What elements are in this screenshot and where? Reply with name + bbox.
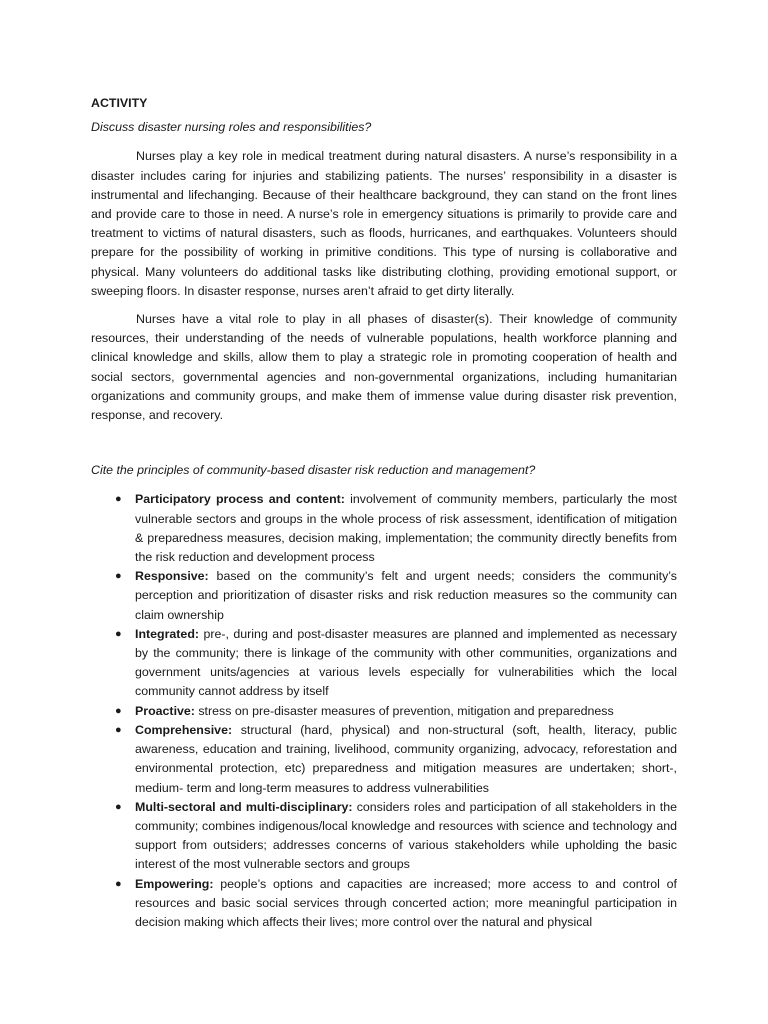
list-item [91,798,677,875]
bullet-icon: ● [115,627,122,640]
principle-text: pre-, during and post-disaster measures are planned and implemented as necessary by the community; there is linkage of the community with other communities, organizations and government units/agencies at various levels especially for vulnerabilities which the local community cannot address by itself [135,626,677,699]
bullet-icon: ● [115,704,122,717]
principle-term: Multi-sectoral and multi-disciplinary: [135,799,353,814]
list-item [91,625,677,702]
question-2: Cite the principles of community-based disaster risk reduction and management? [91,463,536,478]
bullet-icon: ● [115,723,122,736]
principle-text: involvement of community members, particularly the most vulnerable sectors and groups in the whole process of risk assessment, identification of mitigation & preparedness measures, decision making, implementation; the community directly benefits from the risk reduction and development process [135,492,677,565]
principle-term: Proactive: [135,703,195,718]
principle-text: based on the community’s felt and urgent needs; considers the community’s perception and prioritization of disaster risks and risk reduction measures so the community can claim ownership [135,569,677,622]
paragraph-1: Nurses play a key role in medical treatment during natural disasters. A nurse’s responsibility in a disaster includes caring for injuries and stabilizing patients. The nurses’ responsibility in a disaster is instrumental and lifechanging. Because of their healthcare background, they can stand on the front lines and provide care to those in need. A nurse’s role in emergency situations is primarily to provide care and treatment to victims of natural disasters, such as floods, hurricanes, and earthquakes. Volunteers should prepare for the possibility of working in primitive conditions. This type of nursing is collaborative and physical. Many volunteers do additional tasks like distributing clothing, providing emotional support, or sweeping floors. In disaster response, nurses aren’t afraid to get dirty literally. [91,149,677,298]
principle-text: structural (hard, physical) and non-structural (soft, health, literacy, public awareness, education and training, livelihood, community organizing, advocacy, reforestation and environmental protection, etc) preparedness and mitigation measures are undertaken; short-, medium- term and long-term measures to address vulnerabilities [135,722,677,795]
bullet-icon: ● [115,800,122,813]
question-1: Discuss disaster nursing roles and responsibilities? [91,120,372,135]
principle-text: people’s options and capacities are increased; more access to and control of resources and basic social services through concerted action; more meaningful participation in decision making which affects their lives; more control over the natural and physical [135,876,677,929]
list-item [91,702,677,721]
principle-term: Responsive: [135,569,209,584]
list-item [91,567,677,625]
principle-text: stress on pre-disaster measures of prevention, mitigation and preparedness [194,703,614,718]
section-spacer [91,434,677,453]
bullet-icon: ● [115,493,122,506]
list-item [91,721,677,798]
bullet-icon: ● [115,877,122,890]
principle-term: Empowering: [135,876,214,891]
document-page [91,94,677,932]
bullet-icon: ● [115,570,122,583]
principle-text: considers roles and participation of all stakeholders in the community; combines indigenous/local knowledge and resources with science and technology and support from outsiders; addresses concerns of various stakeholders while upholding the basic interest of the most vulnerable sectors and groups [135,799,677,872]
principle-term: Integrated: [135,626,200,641]
list-item [91,490,677,567]
principle-term: Comprehensive: [135,722,233,737]
principle-term: Participatory process and content: [135,492,345,507]
list-item [91,875,677,933]
paragraph-2: Nurses have a vital role to play in all phases of disaster(s). Their knowledge of community resources, their understanding of the needs of vulnerable populations, health workforce planning and clinical knowledge and skills, allow them to play a strategic role in promoting cooperation of health and social sectors, governmental agencies and non-governmental organizations, including humanitarian organizations and community groups, and make them of immense value during disaster risk prevention, response, and recovery. [91,312,677,423]
principles-list [91,490,677,932]
document-heading: ACTIVITY [91,96,148,110]
